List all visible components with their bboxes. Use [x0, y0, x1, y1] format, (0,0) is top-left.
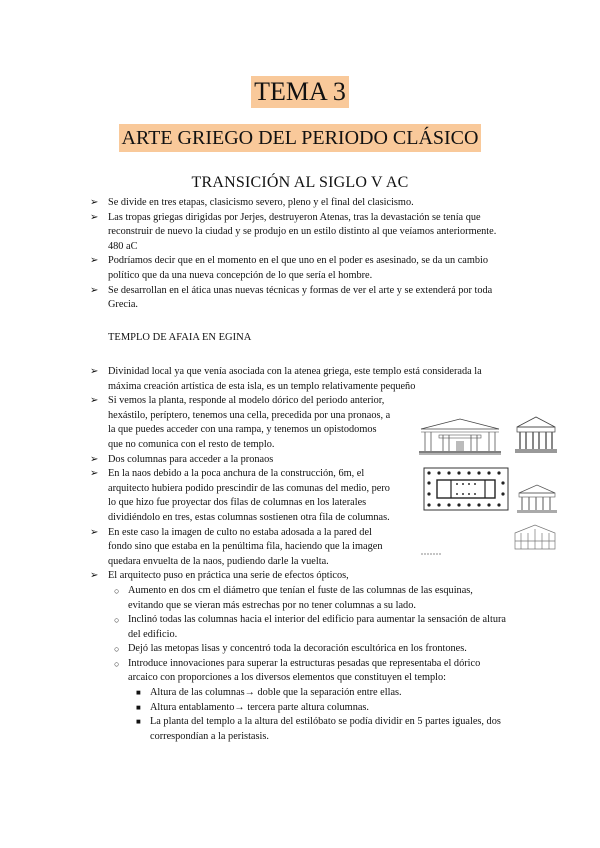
list-item: ➢ Podríamos decir que en el momento en el que uno en el poder es asesinado, se da un cambio político que da una nueva concepción de lo que sería el hombre. [90, 255, 489, 281]
arrow-bullet-icon: ➢ [90, 453, 99, 465]
list-item: ➢ Dos columnas para acceder a la pronaos [90, 453, 510, 468]
circle-bullet-icon: ○ [114, 644, 120, 655]
doc-subtitle: ARTE GRIEGO DEL PERIODO CLÁSICO [0, 124, 600, 152]
square-bullet-icon: ■ [136, 717, 141, 727]
temple-section-drawing [419, 417, 501, 457]
intro-list [90, 196, 510, 313]
square-bullet-icon: ■ [136, 702, 141, 712]
arrow-bullet-icon: ➢ [90, 570, 99, 582]
circle-bullet-icon: ○ [114, 585, 120, 596]
arrow-bullet-icon: ➢ [90, 526, 99, 538]
list-item: ○ Introduce innovaciones para superar la estructuras pesadas que representaba el dórico arcaico con proporciones a los diversos elementos que constituyen el templo: ■ Altura de las columnas→ doble que la separación entre ellas. ■ Altura entablamento→ tercera parte altura columnas. ■ La planta del templo a la altura del estilóbato se podía dividir en 5 partes iguales, dos correspondían a la peristasis. [110, 657, 510, 745]
arrow-bullet-icon: ➢ [90, 255, 99, 267]
list-item: ■ Altura de las columnas→ doble que la separación entre ellas. [132, 686, 510, 701]
arrow-bullet-icon: ➢ [90, 197, 99, 208]
arrow-bullet-icon: ➢ [90, 395, 99, 407]
list-item: ➢ Divinidad local ya que venía asociada con la atenea griega, este templo está considerada la máxima creación artística de esta isla, es un templo relativamente pequeño [90, 366, 482, 392]
square-bullet-icon: ■ [136, 688, 141, 698]
list-item: ○ Dejó las metopas lisas y concentró toda la decoración escultórica en los frontones. [110, 642, 510, 657]
temple-perspective-drawing [515, 483, 559, 515]
proportions-list [132, 686, 510, 744]
list-item: ■ La planta del templo a la altura del estilóbato se podía dividir en 5 partes iguales, dos correspondían a la peristasis. [136, 716, 501, 742]
list-item: ➢ En este caso la imagen de culto no estaba adosada a la pared del fondo sino que estaba en la penúltima fila, haciendo que la imagen quedara envuelta de la naos, pudiendo darle la vuelta. [90, 526, 383, 567]
temple-heading: TEMPLO DE AFAIA EN EGINA [108, 332, 252, 343]
arrow-bullet-icon: ➢ [90, 211, 99, 223]
circle-bullet-icon: ○ [114, 615, 120, 626]
list-item: ○ Inclinó todas las columnas hacia el interior del edificio para aumentar la sensación de altura del edificio. [114, 614, 506, 640]
section-marker-icon [421, 551, 441, 557]
temple-ruins-drawing [511, 519, 559, 555]
circle-bullet-icon: ○ [114, 658, 120, 669]
arrow-bullet-icon: ➢ [90, 366, 99, 377]
temple-illustrations [419, 405, 559, 555]
list-item: ○ Aumento en dos cm el diámetro que tenían el fuste de las columnas de las esquinas, evitando que se vieran más estrechas por no tener columnas a su lado. [114, 584, 473, 611]
list-item: ➢ Se divide en tres etapas, clasicismo severo, pleno y el final del clasicismo. [90, 196, 510, 211]
list-item: ➢ Si vemos la planta, responde al modelo dórico del periodo anterior, hexástilo, períptero, tenemos una cella, precedida por una pronaos, a la que puedes acceder con una rampa, y tenemos un opistodomos que no comunica con el resto de templo. [90, 395, 391, 450]
section-heading: TRANSICIÓN AL SIGLO V AC [191, 174, 409, 191]
doc-title: TEMA 3 [0, 76, 600, 108]
temple-plan-drawing [423, 467, 509, 511]
list-item: ■ Altura entablamento→ tercera parte altura columnas. [132, 701, 510, 716]
arrow-bullet-icon: ➢ [90, 468, 99, 480]
list-item: ➢ El arquitecto puso en práctica una serie de efectos ópticos, ○ Aumento en dos cm el diámetro que tenían el fuste de las columnas de las esquinas, evitando que se vieran más estrechas por no tener columnas a su lado. ○ Inclinó todas las columnas hacia el interior del edificio para aumentar la sensación de altura del edificio. ○ Dejó las metopas lisas y concentró toda la decoración escultórica en los frontones. ○ Introduce innovaciones para superar la estructuras pesadas que representaba el dórico arcaico con proporciones a los diversos elementos que constituyen el templo: ■ Altura de las columnas→ doble que la separación entre ellas. ■ Altura entablamento→ tercera parte altura columnas. ■ La planta del templo a la altura del estilóbato se podía dividir en 5 partes iguales, dos correspondían a la peristasis. [90, 569, 510, 744]
list-item: ➢ En la naos debido a la poca anchura de la construcción, 6m, el arquitecto hubiera podido prescindir de las comunas del medio, pero lo que hizo fue proyectar dos filas de columnas en los laterales dividiéndolo en tres, estas columnas sostienen otra fila de columnas. [90, 468, 390, 523]
optical-effects-list [110, 584, 510, 745]
list-item: ➢ Las tropas griegas dirigidas por Jerjes, destruyeron Atenas, tras la devastación se tenía que reconstruir de nuevo la ciudad y se produjo en un estilo distinto al que veíamos anteriormente. 480 aC [90, 211, 497, 252]
list-item: ➢ Se desarrollan en el ática unas nuevas técnicas y formas de ver el arte y se extenderá por toda Grecia. [90, 284, 493, 311]
arrow-bullet-icon: ➢ [90, 284, 99, 296]
temple-facade-drawing [515, 413, 557, 455]
